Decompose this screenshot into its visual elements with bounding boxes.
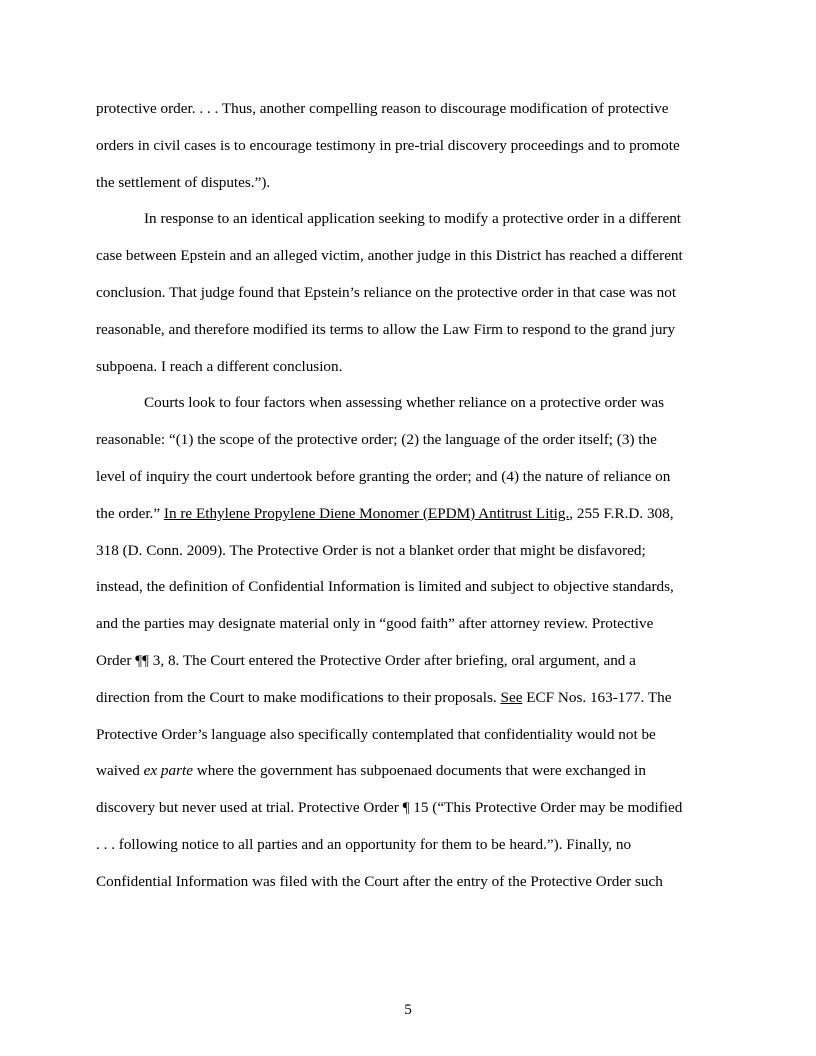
text-line [96, 496, 726, 533]
text-line: protective order. . . . Thus, another compelling reason to discourage modification of protective [96, 100, 669, 117]
text-line: 318 (D. Conn. 2009). The Protective Order is not a blanket order that might be disfavored; [96, 541, 646, 559]
case-citation: In re Ethylene Propylene Diene Monomer (EPDM) Antitrust Litig. [163, 504, 570, 522]
text-line: subpoena. I reach a different conclusion. [96, 357, 343, 375]
text-line: reasonable, and therefore modified its terms to allow the Law Firm to respond to the grand jury [96, 320, 676, 338]
text-line: discovery but never used at trial. Protective Order ¶ 15 (“This Protective Order may be modified [96, 799, 683, 817]
text-segment: direction from the Court to make modifications to their proposals. [96, 688, 501, 706]
text-line: Protective Order’s language also specifically contemplated that confidentiality would not be [96, 725, 656, 743]
text-line: Confidential Information was filed with the Court after the entry of the Protective Order such [96, 872, 663, 890]
text-line: . . . following notice to all parties and an opportunity for them to be heard.”). Finally, no [96, 835, 632, 853]
text-line: the settlement of disputes.”). [96, 173, 271, 191]
text-segment: the order.” [96, 504, 164, 522]
paragraph-3 [96, 385, 726, 900]
text-segment: where the government has subpoenaed documents that were exchanged in [193, 762, 646, 780]
text-line: case between Epstein and an alleged victim, another judge in this District has reached a different [96, 247, 683, 265]
text-line [96, 753, 726, 790]
page-number: 5 [404, 1001, 412, 1018]
text-line [96, 680, 726, 717]
text-line: In response to an identical application seeking to modify a protective order in a different [144, 210, 682, 228]
text-segment: ECF Nos. 163-177. The [522, 688, 672, 706]
text-segment: waived [96, 762, 144, 780]
text-line: orders in civil cases is to encourage testimony in pre-trial discovery proceedings and to promote [96, 136, 680, 154]
text-segment: , 255 F.R.D. 308, [569, 504, 674, 522]
paragraph-2 [96, 201, 726, 385]
body-text [96, 91, 726, 901]
text-line: conclusion. That judge found that Epstein’s reliance on the protective order in that case was not [96, 283, 677, 301]
text-line: Order ¶¶ 3, 8. The Court entered the Protective Order after briefing, oral argument, and a [96, 651, 636, 669]
text-line: reasonable: “(1) the scope of the protective order; (2) the language of the order itself; (3) the [96, 431, 657, 449]
latin-term: ex parte [143, 762, 193, 780]
text-line: instead, the definition of Confidential Information is limited and subject to objective standards, [96, 578, 674, 596]
text-line: and the parties may designate material only in “good faith” after attorney review. Protective [96, 615, 654, 633]
paragraph-1 [96, 91, 726, 201]
text-line: Courts look to four factors when assessing whether reliance on a protective order was [144, 394, 665, 412]
text-line: level of inquiry the court undertook before granting the order; and (4) the nature of reliance on [96, 467, 671, 485]
see-signal: See [500, 688, 523, 706]
